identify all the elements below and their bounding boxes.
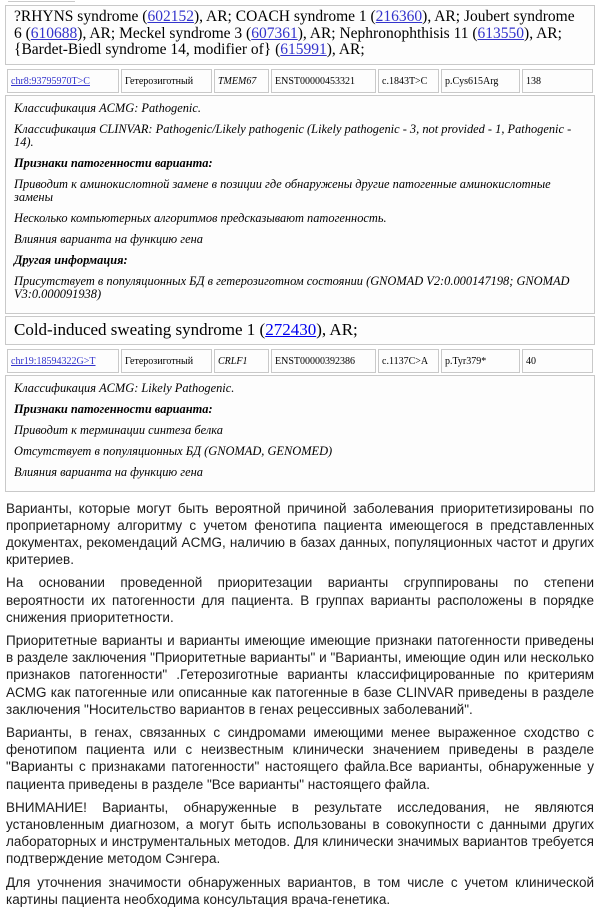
classification-line: Классификация CLINVAR: Pathogenic/Likely pathogenic (Likely pathogenic - 3, not provided - 1, Pathogenic - 14). — [14, 121, 572, 149]
notes-section — [5, 494, 595, 908]
note-paragraph: Приоритетные варианты и варианты имеющие имеющие признаки патогенности приведены в разделе заключения "Приоритетные варианты" и "Варианты, имеющие один или несколько признаков патогенности" .Гетерозиготные варианты классифицированные по критериям ACMG как патогенные или описанные как патогенные в базе CLINVAR приведены в разделе заключения "Носительство вариантов в генах рецессивных заболеваний". — [6, 632, 594, 717]
omim-link[interactable]: 272430 — [265, 319, 317, 339]
variant-row — [7, 349, 593, 373]
omim-link[interactable]: 613550 — [477, 24, 525, 42]
classification-line: Несколько компьютерных алгоритмов предсказывают патогенность. — [14, 210, 387, 225]
note-paragraph: Варианты, в генах, связанных с синдромами имеющими менее выраженное сходство с фенотипом пациента или с неизвестным клинически значением приведены в разделе "Варианты с признаками патогенности" настоящего файла.Все варианты, обнаруженные у пациента приведены в разделе "Все варианты" настоящего файла. — [6, 724, 594, 792]
variant-gene-cell: CRLF1 — [214, 349, 269, 373]
classification-line: Влияния варианта на функцию гена — [14, 464, 203, 479]
variant-classification-box-1 — [5, 95, 595, 314]
variant-position-link[interactable]: chr8:93795970T>C — [11, 75, 90, 87]
variant-protein-cell: p.Tyr379* — [441, 349, 520, 373]
note-paragraph: На основании проведенной приоритезации варианты сгруппированы по степени вероятности их патогенности для пациента. В группах варианты расположены в порядке снижения приоритетности. — [6, 575, 594, 625]
classification-line: Приводит к терминации синтеза белка — [14, 422, 223, 437]
variant-depth-cell: 138 — [522, 69, 593, 93]
syndrome-header-box-1: ?RHYNS syndrome (602152), AR; COACH syndrome 1 (216360), AR; Joubert syndrome 6 (610688), AR; Meckel syndrome 3 (607361), AR; Nephronophthisis 11 (613550), AR; {Bardet-Biedl syndrome 14, modifier of} (615991), AR; — [5, 5, 595, 65]
classification-line: Присутствует в популяционных БД в гетерозиготном состоянии (GNOMAD V2:0.000147198; GNOMAD V3:0.000091938) — [14, 273, 570, 301]
variant-position-cell — [7, 349, 119, 373]
variant-table-2 — [5, 347, 595, 375]
variant-position-link[interactable]: chr19:18594322G>T — [11, 355, 96, 367]
classification-line: Классификация ACMG: Likely Pathogenic. — [14, 380, 235, 395]
syndrome-header-box-2: Cold-induced sweating syndrome 1 (272430), AR; — [5, 316, 595, 345]
note-paragraph: ВНИМАНИЕ! Варианты, обнаруженные в результате исследования, не являются установленным диагнозом, а могут быть использованы в совокупности с данными других лабораторных и инструментальных методов. Для клинически значимых вариантов требуется подтверждение методом Сэнгера. — [6, 799, 594, 867]
classification-line: Отсутствует в популяционных БД (GNOMAD, GENOMED) — [14, 443, 333, 458]
omim-link[interactable]: 615991 — [280, 41, 327, 58]
omim-link[interactable]: 216360 — [375, 8, 423, 25]
variant-cdna-cell: c.1843T>C — [378, 69, 439, 93]
omim-link[interactable]: 607361 — [251, 24, 298, 42]
note-paragraph: Варианты, которые могут быть вероятной причиной заболевания приоритетизированы по проприетарному алгоритму с учетом фенотипа пациента имеющегося в представленных документах, рекомендаций ACMG, наличию в базах данных, популяционных частот и других критериев. — [6, 500, 594, 568]
note-paragraph: Для уточнения значимости обнаруженных вариантов, в том числе с учетом клинической картины пациента необходима консультация врача-генетика. — [6, 874, 594, 907]
variant-table-1 — [5, 67, 595, 95]
omim-link[interactable]: 610688 — [30, 24, 78, 42]
variant-gene-cell: TMEM67 — [214, 69, 269, 93]
variant-cdna-cell: c.1137C>A — [378, 349, 439, 373]
variant-row — [7, 69, 593, 93]
classification-line: Другая информация: — [14, 252, 128, 267]
classification-line: Признаки патогенности варианта: — [14, 155, 213, 170]
variant-zygosity-cell: Гетерозиготный — [121, 349, 212, 373]
variant-depth-cell: 40 — [522, 349, 593, 373]
classification-line: Влияния варианта на функцию гена — [14, 231, 203, 246]
omim-link[interactable]: 602152 — [147, 8, 194, 25]
classification-line: Признаки патогенности варианта: — [14, 401, 213, 416]
classification-line: Классификация ACMG: Pathogenic. — [14, 100, 201, 115]
variant-protein-cell: p.Cys615Arg — [441, 69, 520, 93]
variant-transcript-cell: ENST00000392386 — [271, 349, 376, 373]
variant-transcript-cell: ENST00000453321 — [271, 69, 376, 93]
classification-line: Приводит к аминокислотной замене в позиции где обнаружены другие патогенные аминокислотные замены — [14, 176, 551, 204]
variant-position-cell — [7, 69, 119, 93]
variant-classification-box-2 — [5, 375, 595, 492]
top-edge-partial-border — [8, 1, 75, 2]
variant-zygosity-cell: Гетерозиготный — [121, 69, 212, 93]
